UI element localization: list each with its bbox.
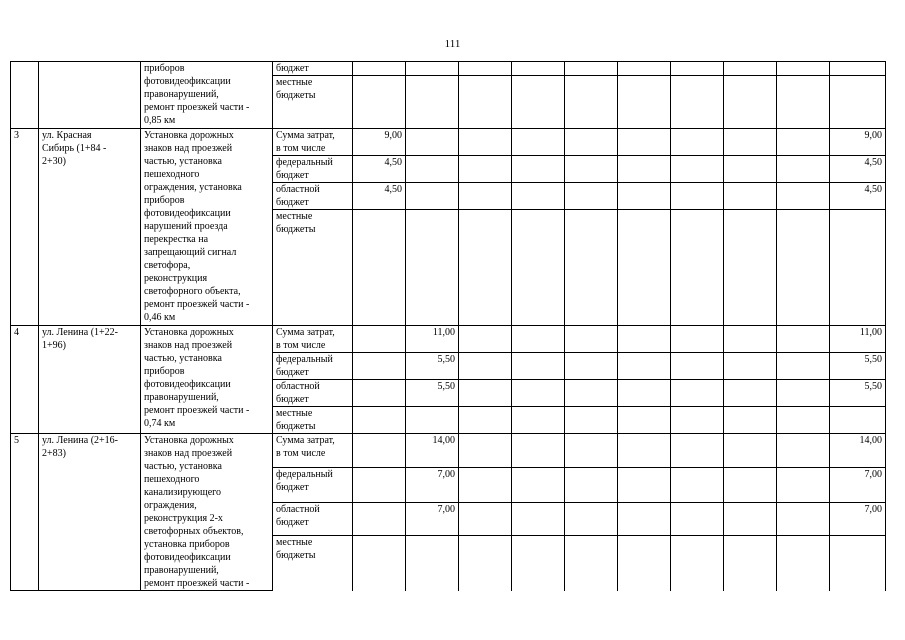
table-cell [565,502,618,535]
table-cell [11,62,39,129]
table-cell [565,156,618,183]
table-cell [459,407,512,434]
cell-text: федеральный бюджет [276,354,333,378]
table-cell [830,407,886,434]
table-cell [353,468,406,502]
table-cell [11,326,39,434]
table-cell [459,129,512,156]
table-cell [671,536,724,591]
cell-text: 14,00 [432,435,455,446]
table-cell [724,183,777,210]
cell-text: ул. Красная Сибирь (1+84 - 2+30) [42,130,107,167]
table-cell [273,468,353,502]
table-cell [565,62,618,76]
table-cell [273,156,353,183]
table-cell [565,380,618,407]
cell-text: 7,00 [437,469,455,481]
cell-text: 7,00 [864,503,882,515]
cell-text: 5,50 [437,354,455,365]
table-cell [618,536,671,591]
table-cell [565,210,618,326]
table-cell [830,76,886,129]
table-cell [777,536,830,591]
table-cell [406,502,459,535]
table-cell [273,502,353,535]
table-cell [141,326,273,434]
table-cell [777,326,830,353]
table-cell [512,502,565,535]
table-cell [618,407,671,434]
table-cell [830,468,886,502]
table-cell [830,380,886,407]
table-cell [406,156,459,183]
table-cell [39,326,141,434]
table-cell [512,407,565,434]
table-cell [565,326,618,353]
table-cell [671,129,724,156]
cell-text: 14,00 [859,435,882,446]
table-cell [273,353,353,380]
table-cell [565,129,618,156]
table-cell [406,210,459,326]
table-cell [459,380,512,407]
table-cell [724,502,777,535]
cell-text: местные бюджеты [276,537,316,562]
table-cell [512,536,565,591]
table-cell [273,434,353,468]
table-cell [565,434,618,468]
table-cell [353,156,406,183]
table-cell [618,210,671,326]
cell-text: Установка дорожных знаков над проезжей частью, установка приборов фотовидеофиксации правонарушений, ремонт проезжей части - 0,74 км [144,327,250,429]
table-cell [353,129,406,156]
table-cell [777,210,830,326]
table-cell [406,434,459,468]
table-cell [353,434,406,468]
table-cell [618,129,671,156]
table-cell [406,76,459,129]
table-row [11,326,886,353]
table-cell [353,380,406,407]
table-cell [353,62,406,76]
table-cell [671,156,724,183]
cell-text: 11,00 [859,327,882,338]
cell-text: 5,50 [864,354,882,365]
table-cell [671,183,724,210]
table-cell [724,380,777,407]
cell-text: 4,50 [384,157,402,168]
table-cell [777,183,830,210]
table-cell [459,536,512,591]
table-cell [830,62,886,76]
table-cell [830,536,886,591]
cell-text: федеральный бюджет [276,469,333,494]
table-cell [39,434,141,591]
table-cell [406,380,459,407]
table-cell [565,353,618,380]
table-cell [618,502,671,535]
table-cell [273,62,353,76]
table-cell [459,502,512,535]
table-cell [671,62,724,76]
table-cell [459,434,512,468]
table-cell [671,326,724,353]
table-cell [565,183,618,210]
table-cell [671,407,724,434]
table-cell [273,129,353,156]
table-cell [618,183,671,210]
table-cell [830,129,886,156]
cell-text: 7,00 [864,469,882,481]
table-cell [724,76,777,129]
cell-text: 4,50 [864,157,882,168]
table-cell [459,353,512,380]
table-cell [141,129,273,326]
table-cell [618,434,671,468]
table-cell [618,156,671,183]
cell-text: ул. Ленина (1+22- 1+96) [42,327,118,351]
table-cell [830,156,886,183]
table-cell [618,326,671,353]
table-cell [353,326,406,353]
table-cell [512,353,565,380]
table-cell [777,76,830,129]
table-cell [565,407,618,434]
table-cell [353,407,406,434]
table-cell [512,183,565,210]
table-cell [273,210,353,326]
cell-text: бюджет [276,63,309,74]
cell-text: 7,00 [437,503,455,515]
cell-text: 3 [14,130,19,141]
table-cell [671,380,724,407]
table-cell [273,183,353,210]
cell-text: областной бюджет [276,381,320,405]
budget-table [10,61,886,591]
table-cell [459,183,512,210]
table-cell [777,156,830,183]
table-cell [512,156,565,183]
table-cell [141,62,273,129]
table-cell [273,76,353,129]
table-cell [459,326,512,353]
table-cell [273,536,353,591]
table-cell [512,380,565,407]
table-cell [406,62,459,76]
cell-text: 4 [14,327,19,338]
table-cell [777,468,830,502]
cell-text: Сумма затрат, в том числе [276,327,335,351]
table-cell [406,468,459,502]
table-cell [273,380,353,407]
table-cell [777,502,830,535]
cell-text: 5,50 [864,381,882,392]
table-cell [353,502,406,535]
table-cell [459,156,512,183]
table-cell [724,326,777,353]
cell-text: 9,00 [384,130,402,141]
table-cell [353,183,406,210]
table-cell [459,210,512,326]
table-cell [406,407,459,434]
table-cell [406,326,459,353]
table-cell [459,62,512,76]
table-cell [618,380,671,407]
table-cell [141,434,273,591]
page-number: 111 [444,38,461,50]
table-cell [353,353,406,380]
cell-text: 5,50 [437,381,455,392]
cell-text: областной бюджет [276,184,320,208]
table-cell [671,76,724,129]
table-cell [512,76,565,129]
table-cell [406,129,459,156]
table-cell [353,536,406,591]
table-cell [512,326,565,353]
cell-text: 9,00 [864,130,882,141]
table-cell [724,210,777,326]
table-cell [724,129,777,156]
table-cell [565,468,618,502]
cell-text: 5 [14,435,19,446]
table-cell [512,62,565,76]
table-row [11,62,886,76]
cell-text: местные бюджеты [276,211,316,235]
table-cell [830,502,886,535]
cell-text: приборов фотовидеофиксации правонарушений, ремонт проезжей части - 0,85 км [144,63,250,126]
table-row [11,129,886,156]
table-cell [39,129,141,326]
table-cell [777,129,830,156]
table-cell [724,156,777,183]
table-cell [830,326,886,353]
table-cell [618,76,671,129]
table-cell [830,210,886,326]
cell-text: 11,00 [432,327,455,338]
table-cell [777,62,830,76]
cell-text: 4,50 [864,184,882,195]
table-cell [724,62,777,76]
table-cell [459,76,512,129]
table-cell [618,468,671,502]
cell-text: 4,50 [384,184,402,195]
table-cell [11,129,39,326]
cell-text: ул. Ленина (2+16- 2+83) [42,435,118,459]
cell-text: Установка дорожных знаков над проезжей частью, установка пешеходного ограждения, установка приборов фотовидеофиксации нарушений проезда перекрестка на запрещающий сигнал светофора, реконструкция светофорного объекта, ремонт проезжей части - 0,46 км [144,130,250,323]
table-cell [406,536,459,591]
table-cell [724,434,777,468]
table-cell [565,536,618,591]
table-cell [11,434,39,591]
table-cell [512,129,565,156]
table-cell [618,62,671,76]
table-cell [273,326,353,353]
table-cell [777,380,830,407]
cell-text: федеральный бюджет [276,157,333,181]
cell-text: областной бюджет [276,503,320,528]
table-cell [777,434,830,468]
table-cell [724,407,777,434]
table-cell [39,62,141,129]
table-cell [777,353,830,380]
table-cell [512,434,565,468]
table-cell [671,434,724,468]
table-cell [777,407,830,434]
table-cell [830,183,886,210]
table-cell [671,353,724,380]
table-cell [618,353,671,380]
table-cell [406,183,459,210]
table-cell [565,76,618,129]
cell-text: Сумма затрат, в том числе [276,130,335,154]
table-cell [406,353,459,380]
table-cell [671,468,724,502]
table-cell [830,434,886,468]
table-cell [724,468,777,502]
cell-text: Установка дорожных знаков над проезжей частью, установка пешеходного канализирующего ограждения, реконструкция 2-х светофорных объектов, установка приборов фотовидеофиксации правонарушений, ремонт проезжей части - [144,435,250,589]
table-cell [830,353,886,380]
table-cell [459,468,512,502]
table-cell [512,468,565,502]
table-cell [671,210,724,326]
table-cell [671,502,724,535]
cell-text: местные бюджеты [276,77,316,101]
table-cell [724,536,777,591]
cell-text: Сумма затрат, в том числе [276,435,335,459]
table-row [11,434,886,468]
table-cell [512,210,565,326]
table-cell [353,210,406,326]
table-cell [273,407,353,434]
table-cell [353,76,406,129]
table-cell [724,353,777,380]
cell-text: местные бюджеты [276,408,316,432]
